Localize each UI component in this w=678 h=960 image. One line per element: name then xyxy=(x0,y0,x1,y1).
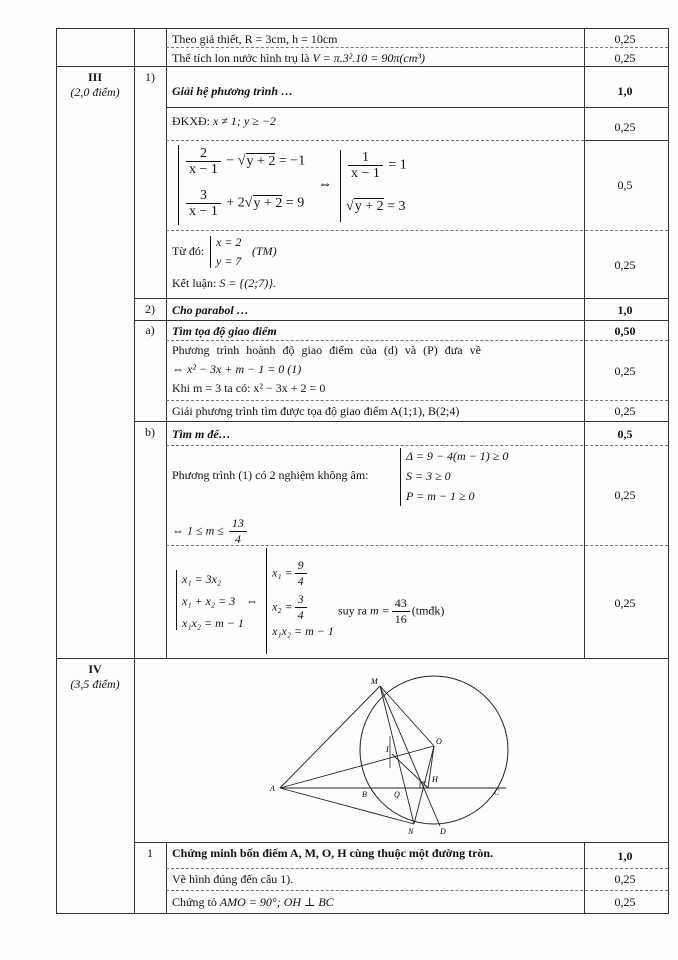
table-col-divider-2 xyxy=(166,28,167,658)
row-divider xyxy=(166,400,668,401)
section-number: IV xyxy=(88,662,102,676)
m-num: 43 xyxy=(392,596,410,612)
table-border-right xyxy=(668,28,669,914)
label-o: O xyxy=(436,737,442,746)
sub-question-title: Tìm m để… xyxy=(172,427,231,441)
row-divider xyxy=(166,868,668,869)
table-top-border xyxy=(56,28,668,29)
segment-ih xyxy=(392,754,428,788)
conclusion xyxy=(172,276,276,290)
row-divider xyxy=(166,340,668,341)
sub-question-number: b) xyxy=(145,425,155,439)
m-range-left: ⇔ 1 ≤ m ≤ xyxy=(172,523,224,538)
quadratic-equation: ⇔ x² − 3x + m − 1 = 0 (1) xyxy=(172,362,302,376)
label-m: M xyxy=(371,677,378,686)
x2-value xyxy=(272,592,309,623)
segment-ao xyxy=(280,746,434,788)
x1-value xyxy=(272,558,309,589)
question-title: Cho parabol … xyxy=(172,303,249,317)
row-divider xyxy=(166,890,668,891)
score: 1,0 xyxy=(617,84,633,98)
label-i: I xyxy=(386,745,389,754)
m-range-num: 13 xyxy=(229,516,247,532)
valid-mark: (TM) xyxy=(252,244,277,258)
draw-figure-text: Vẽ hình đúng đến câu 1). xyxy=(172,872,294,886)
question-number: 1) xyxy=(145,70,155,84)
equivalence-arrow: ⇔ xyxy=(318,177,332,192)
score: 0,50 xyxy=(614,324,636,338)
score: 0,25 xyxy=(614,364,636,378)
sub-question-title: Tìm tọa độ giao điểm xyxy=(172,324,277,338)
result-brace xyxy=(266,548,267,654)
volume-prefix: Thể tích lon nước hình trụ là xyxy=(172,51,310,65)
label-c: C xyxy=(494,788,500,797)
score: 1,0 xyxy=(617,849,633,863)
equation-1: $\frac{2}{x - 1}$ − √y + 2 = −1 xyxy=(184,146,305,177)
volume-text xyxy=(172,51,425,65)
score: 0,25 xyxy=(614,596,636,610)
condition-satisfied: (tmđk) xyxy=(411,603,445,618)
score: 1,0 xyxy=(617,303,633,317)
row-divider xyxy=(166,47,668,48)
sub-question-number: a) xyxy=(145,323,155,337)
equation-4: √y + 2 = 3 xyxy=(346,199,406,214)
geometry-figure xyxy=(256,664,526,838)
dkxd-condition: x ≠ 1; y ≥ −2 xyxy=(213,114,276,128)
x1x2-value: x₁x₂ = m − 1 xyxy=(272,624,334,638)
vieta-eq-1: x₁ = 3x₂ xyxy=(182,572,222,586)
row-divider xyxy=(134,842,668,843)
m-range-den: 4 xyxy=(234,532,241,546)
solution-brace xyxy=(210,236,211,268)
question-title: Chứng minh bốn điểm A, M, O, H cùng thuộc một đường tròn. xyxy=(172,846,494,860)
volume-formula: V = π.3².10 = 90π(cm³) xyxy=(312,51,425,65)
tangent-am xyxy=(280,686,380,788)
x1-label: x₁ = xyxy=(272,565,293,580)
condition-sum: S = 3 ≥ 0 xyxy=(406,469,451,483)
given-values-text: Theo giả thiết, R = 3cm, h = 10cm xyxy=(172,32,338,46)
m-equals-3-text: Khi m = 3 ta có: x² − 3x + 2 = 0 xyxy=(172,381,326,395)
conditions-brace xyxy=(400,448,401,506)
solution-y: y = 7 xyxy=(216,254,242,268)
conclusion-label: Kết luận: xyxy=(172,276,217,290)
from-there-label: Từ đó: xyxy=(172,244,205,258)
row-divider xyxy=(166,107,668,108)
condition-product: P = m − 1 ≥ 0 xyxy=(406,489,475,503)
left-brace xyxy=(178,145,179,225)
score: 0,25 xyxy=(614,488,636,502)
prove-formula: AMO = 90°; OH ⊥ BC xyxy=(219,895,334,909)
question-title: Giải hệ phương trình … xyxy=(172,84,293,98)
score: 0,5 xyxy=(617,178,633,192)
domain-condition xyxy=(172,114,276,128)
m-range xyxy=(172,516,249,547)
row-divider xyxy=(134,320,668,321)
circle-o xyxy=(360,676,508,824)
question-number: 2) xyxy=(145,302,155,316)
solution-set: S = {(2;7)}. xyxy=(219,276,277,290)
therefore-label: suy ra xyxy=(338,603,367,618)
x2-num: 3 xyxy=(295,592,307,608)
row-divider xyxy=(56,66,668,67)
score: 0,25 xyxy=(614,120,636,134)
table-border-left xyxy=(56,28,57,914)
section-number: III xyxy=(87,70,102,84)
label-d: D xyxy=(440,827,446,836)
section-points: (2,0 điểm) xyxy=(70,85,120,99)
intersection-points-text: Giải phương trình tìm được tọa độ giao điểm A(1;1), B(2;4) xyxy=(172,404,460,418)
score: 0,25 xyxy=(614,404,636,418)
score: 0,25 xyxy=(614,895,636,909)
table-col-divider-1 xyxy=(134,28,135,914)
table-bottom-border xyxy=(56,913,668,914)
label-b: B xyxy=(362,790,367,799)
prove-label: Chứng tỏ xyxy=(172,895,217,909)
x1-den: 4 xyxy=(297,574,304,588)
m-label: m = xyxy=(370,603,390,618)
score: 0,25 xyxy=(614,872,636,886)
nonnegative-roots-text: Phương trình (1) có 2 nghiệm không âm: xyxy=(172,468,369,482)
solution-x: x = 2 xyxy=(216,235,242,249)
score: 0,25 xyxy=(614,32,636,46)
row-divider xyxy=(134,421,668,422)
table-col-divider-2b xyxy=(166,842,167,914)
x2-den: 4 xyxy=(297,608,304,622)
row-divider xyxy=(166,445,668,446)
equation-3: $\frac{1}{x - 1}$ = 1 xyxy=(346,150,407,181)
label-q: Q xyxy=(394,790,400,799)
m-den: 16 xyxy=(394,612,407,626)
segment-on xyxy=(414,746,434,824)
equivalence-arrow: ⇔ xyxy=(246,594,258,608)
dkxd-label: ĐKXĐ: xyxy=(172,114,210,128)
row-divider xyxy=(56,658,668,659)
section-points: (3,5 điểm) xyxy=(70,677,120,691)
vieta-eq-2: x₁ + x₂ = 3 xyxy=(182,594,236,608)
x1-num: 9 xyxy=(295,558,307,574)
intersection-equation-text: Phương trình hoành độ giao điểm của (d) và (P) đưa về xyxy=(172,343,481,357)
score: 0,5 xyxy=(617,427,633,441)
row-divider xyxy=(166,230,668,231)
condition-delta: Δ = 9 − 4(m − 1) ≥ 0 xyxy=(406,449,509,463)
vieta-brace xyxy=(176,570,177,630)
x2-label: x₂ = xyxy=(272,599,293,614)
row-divider xyxy=(134,298,668,299)
equation-2: $\frac{3}{x - 1}$ + 2√y + 2 = 9 xyxy=(184,188,304,219)
therefore-text xyxy=(338,596,444,627)
prove-text xyxy=(172,895,334,909)
score: 0,25 xyxy=(614,258,636,272)
segment-mo xyxy=(380,686,434,746)
row-divider xyxy=(166,140,584,141)
row-divider xyxy=(584,140,668,141)
vieta-eq-3: x₁x₂ = m − 1 xyxy=(182,616,244,630)
score: 0,25 xyxy=(614,51,636,65)
segment-mn xyxy=(380,686,414,824)
label-n: N xyxy=(408,827,414,836)
label-h: H xyxy=(432,775,438,784)
label-a: A xyxy=(270,784,275,793)
question-number: 1 xyxy=(147,846,153,860)
right-brace xyxy=(340,150,341,222)
